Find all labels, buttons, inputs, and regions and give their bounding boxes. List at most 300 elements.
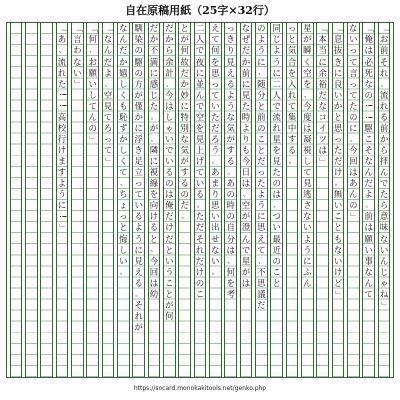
manuscript-char: ! [57, 93, 68, 97]
manuscript-char: っ [226, 23, 235, 34]
manuscript-char: い [379, 244, 389, 255]
manuscript-char: の [257, 23, 266, 34]
manuscript-char: に [241, 78, 251, 89]
manuscript-char: な [333, 244, 343, 255]
manuscript-char: 分 [257, 89, 266, 100]
manuscript-char: 凝 [303, 133, 312, 144]
manuscript-char: 、 [380, 79, 388, 88]
manuscript-char: ん [119, 34, 128, 45]
manuscript-char: は [272, 189, 281, 200]
manuscript-char: 」 [57, 223, 68, 232]
manuscript-char: て [134, 189, 143, 200]
manuscript-char: ょ [119, 200, 128, 211]
manuscript-char: 立 [134, 167, 143, 178]
manuscript-char: 悔 [119, 233, 128, 244]
manuscript-char: だ [119, 45, 128, 56]
manuscript-char: な [379, 233, 389, 244]
manuscript-char: け [195, 266, 205, 277]
manuscript-char: て [287, 100, 297, 111]
manuscript-char: い [333, 200, 343, 211]
manuscript-char: 思 [257, 222, 266, 233]
manuscript-char: お [379, 34, 389, 45]
manuscript-column [362, 23, 375, 377]
manuscript-char: 二 [195, 23, 205, 34]
manuscript-char: よ [226, 89, 235, 100]
manuscript-char: 流 [272, 111, 281, 122]
manuscript-char: よ [103, 67, 113, 78]
manuscript-char: な [364, 78, 373, 89]
manuscript-char: か [180, 78, 189, 89]
manuscript-char: 行 [57, 133, 67, 144]
manuscript-char: す [57, 167, 67, 178]
manuscript-char: 前 [257, 111, 266, 122]
manuscript-char: い [165, 156, 174, 167]
manuscript-char: 何 [88, 34, 97, 45]
manuscript-char: 度 [303, 111, 312, 122]
manuscript-char: ら [379, 200, 389, 211]
manuscript-char: と [257, 100, 266, 111]
manuscript-char: そ [379, 56, 389, 67]
manuscript-char: な [103, 34, 113, 45]
manuscript-char: 時 [226, 200, 235, 211]
manuscript-column [71, 23, 84, 377]
manuscript-char: ! [363, 104, 374, 108]
manuscript-column [332, 23, 345, 377]
manuscript-char: 上 [195, 145, 205, 156]
manuscript-char: だ [180, 200, 189, 211]
manuscript-char: 見 [241, 89, 251, 100]
manuscript-column [10, 23, 23, 377]
manuscript-char: ま [211, 178, 220, 189]
manuscript-char: た [149, 100, 159, 111]
manuscript-column [56, 23, 69, 377]
manuscript-char: よ [257, 34, 266, 45]
manuscript-char: 裕 [318, 78, 327, 89]
manuscript-char: ろ [211, 133, 220, 144]
manuscript-char: っ [349, 78, 358, 89]
manuscript-char: が [134, 322, 143, 333]
manuscript-char: 出 [211, 222, 220, 233]
manuscript-char: 意 [379, 211, 389, 222]
manuscript-char: 」 [333, 289, 344, 299]
manuscript-char: で [379, 178, 389, 189]
manuscript-char: つ [272, 211, 281, 222]
manuscript-char: ず [119, 122, 128, 133]
manuscript-char: て [103, 111, 113, 122]
manuscript-char: 「 [363, 24, 374, 33]
manuscript-char: 。 [196, 201, 204, 210]
manuscript-char: 空 [195, 111, 205, 122]
manuscript-char: な [364, 266, 373, 277]
manuscript-char: 当 [318, 45, 327, 56]
manuscript-char: が [303, 34, 312, 45]
manuscript-char: な [241, 23, 251, 34]
manuscript-char: に [349, 122, 358, 133]
manuscript-char: て [257, 244, 266, 255]
manuscript-char: う [303, 244, 312, 255]
manuscript-char: だ [257, 299, 266, 310]
manuscript-char: 。 [227, 168, 234, 177]
manuscript-char: と [149, 233, 159, 244]
manuscript-char: を [195, 122, 205, 133]
manuscript-char: け [333, 266, 343, 277]
manuscript-char: よ [241, 122, 251, 133]
manuscript-char: ら [165, 45, 174, 56]
manuscript-char: に [318, 56, 327, 67]
manuscript-char: こ [257, 133, 266, 144]
manuscript-char: ん [379, 255, 389, 266]
manuscript-char: が [149, 122, 159, 133]
manuscript-char: 同 [272, 23, 281, 34]
manuscript-char: あ [211, 167, 220, 178]
manuscript-char: 言 [349, 67, 358, 78]
manuscript-char: の [134, 67, 143, 78]
manuscript-char: そ [195, 233, 205, 244]
manuscript-char: ん [364, 277, 373, 288]
manuscript-char: も [119, 100, 128, 111]
manuscript-char: 。 [120, 267, 127, 276]
manuscript-char: 」 [72, 79, 83, 89]
manuscript-char: う [226, 100, 235, 111]
manuscript-char: け [333, 167, 343, 178]
manuscript-char: る [149, 222, 159, 233]
manuscript-char: に [257, 211, 266, 222]
manuscript-char: 「 [317, 24, 328, 33]
manuscript-char: ふ [303, 266, 312, 277]
manuscript-char: そ [134, 299, 143, 310]
manuscript-char: ん [349, 189, 358, 200]
manuscript-char: な [303, 211, 312, 222]
manuscript-char: っ [349, 45, 358, 56]
manuscript-char: て [119, 167, 128, 178]
manuscript-char: で [195, 100, 205, 111]
manuscript-char: 澄 [241, 222, 251, 233]
manuscript-char: 「 [57, 24, 68, 33]
manuscript-char: な [119, 23, 128, 34]
manuscript-char: 」 [348, 212, 359, 221]
manuscript-char: な [211, 244, 220, 255]
manuscript-char: 視 [149, 167, 159, 178]
manuscript-char: 近 [272, 244, 281, 255]
manuscript-char: 無 [333, 189, 343, 200]
manuscript-char: は [165, 100, 174, 111]
manuscript-char: ツ [318, 133, 327, 144]
manuscript-char: 。 [365, 201, 372, 210]
manuscript-column [209, 23, 222, 377]
manuscript-char: 嬉 [119, 67, 128, 78]
manuscript-char: 何 [165, 310, 174, 321]
manuscript-char: 不 [149, 45, 159, 56]
manuscript-char: 回 [349, 156, 358, 167]
manuscript-char: が [180, 156, 189, 167]
manuscript-char: い [333, 255, 343, 266]
manuscript-char: る [180, 178, 189, 189]
manuscript-char: そ [364, 145, 373, 156]
manuscript-char: 気 [180, 145, 189, 156]
manuscript-char: は [318, 145, 327, 156]
manuscript-char: い [165, 255, 174, 266]
manuscript-char: ん [195, 89, 205, 100]
manuscript-char: 死 [364, 67, 373, 78]
manuscript-char: 願 [364, 233, 373, 244]
manuscript-char: か [119, 133, 128, 144]
manuscript-char: 、 [58, 46, 66, 55]
manuscript-char: の [257, 122, 266, 133]
manuscript-char: 。 [212, 156, 219, 165]
manuscript-char: か [149, 34, 159, 45]
manuscript-column [316, 23, 329, 377]
manuscript-char: も [333, 233, 343, 244]
manuscript-char: っ [287, 23, 297, 34]
manuscript-char: 「 [333, 24, 344, 33]
manuscript-char: け [149, 211, 159, 222]
manuscript-char: 思 [333, 122, 343, 133]
manuscript-char: 」 [379, 300, 390, 310]
manuscript-char: し [165, 111, 174, 122]
manuscript-char: う [257, 45, 266, 56]
manuscript-char: ゃ [379, 277, 389, 288]
manuscript-char: 星 [272, 133, 281, 144]
manuscript-char: ん [241, 233, 251, 244]
manuscript-char: 足 [134, 156, 143, 167]
manuscript-char: さ [303, 200, 312, 211]
manuscript-char: 今 [149, 255, 159, 266]
manuscript-char: た [272, 167, 281, 178]
manuscript-char: に [134, 244, 143, 255]
manuscript-char: は [241, 178, 251, 189]
manuscript-char: れ [379, 67, 389, 78]
manuscript-char: が [226, 133, 235, 144]
manuscript-char: 妙 [180, 89, 189, 100]
manuscript-char: と [333, 111, 343, 122]
manuscript-char: の [364, 89, 373, 100]
manuscript-column [163, 23, 176, 377]
manuscript-char: 何 [211, 45, 220, 56]
manuscript-char: だ [165, 233, 174, 244]
manuscript-char: っ [134, 178, 143, 189]
manuscript-char: り [226, 45, 235, 56]
manuscript-char: た [241, 100, 251, 111]
manuscript-char: だ [103, 56, 113, 67]
manuscript-char: 星 [241, 255, 251, 266]
manuscript-char: は [364, 222, 373, 233]
manuscript-char: ゃ [165, 122, 174, 133]
manuscript-char: す [287, 133, 297, 144]
manuscript-char: 、 [89, 46, 96, 55]
manuscript-column [270, 23, 283, 377]
manuscript-char: 別 [180, 122, 189, 133]
manuscript-char: 見 [195, 133, 205, 144]
manuscript-char: 最 [272, 233, 281, 244]
manuscript-char: が [134, 89, 143, 100]
manuscript-char: は [241, 277, 251, 288]
manuscript-char: の [272, 178, 281, 189]
manuscript-char: に [303, 255, 312, 266]
manuscript-char: い [333, 89, 343, 100]
manuscript-char: く [119, 156, 128, 167]
manuscript-char: 余 [165, 56, 174, 67]
manuscript-char: 、 [150, 134, 158, 143]
manuscript-char: き [226, 34, 235, 45]
manuscript-char: 議 [257, 288, 266, 299]
manuscript-char: は [149, 277, 159, 288]
manuscript-char: だ [165, 23, 174, 34]
manuscript-char: た [349, 100, 358, 111]
manuscript-column [86, 23, 99, 377]
manuscript-char: は [165, 189, 174, 200]
manuscript-char: 思 [211, 200, 220, 211]
manuscript-char: か [379, 133, 389, 144]
manuscript-char: い [165, 133, 174, 144]
manuscript-char: 流 [57, 56, 67, 67]
manuscript-char: 。 [288, 156, 296, 165]
manuscript-char: 、 [166, 79, 173, 88]
manuscript-char: か [165, 34, 174, 45]
manuscript-char: れ [134, 310, 143, 321]
manuscript-char: て [211, 89, 220, 100]
manuscript-char: 僅 [134, 100, 143, 111]
manuscript-char: 空 [303, 67, 312, 78]
manuscript-char: て [303, 167, 312, 178]
manuscript-char: じ [272, 34, 281, 45]
manuscript-char: 思 [211, 67, 220, 78]
manuscript-char: け [57, 145, 67, 156]
manuscript-char: 分 [226, 233, 235, 244]
manuscript-char: 良 [333, 78, 343, 89]
manuscript-char: こ [195, 288, 205, 299]
manuscript-char: 自 [226, 222, 235, 233]
manuscript-char: い [211, 100, 220, 111]
manuscript-char: い [211, 255, 220, 266]
manuscript-column [148, 23, 161, 377]
manuscript-column [286, 23, 299, 377]
manuscript-char: 」 [87, 134, 98, 144]
manuscript-column [178, 23, 191, 377]
manuscript-char: り [241, 133, 251, 144]
manuscript-char: る [134, 211, 143, 222]
manuscript-char: い [88, 78, 97, 89]
manuscript-char: て [364, 288, 373, 299]
manuscript-char: す [226, 145, 235, 156]
manuscript-char: え [257, 233, 266, 244]
manuscript-char: お [88, 56, 97, 67]
manuscript-char: を [211, 56, 220, 67]
manuscript-char: 「 [379, 24, 390, 33]
manuscript-char: の [88, 122, 97, 133]
manuscript-char: 。 [181, 212, 188, 221]
manuscript-char: っ [211, 78, 220, 89]
manuscript-char: よ [257, 189, 266, 200]
manuscript-char: 感 [149, 78, 159, 89]
manuscript-char: が [165, 299, 174, 310]
manuscript-char: で [165, 145, 174, 156]
manuscript-char: 馴 [134, 23, 143, 34]
manuscript-char: 今 [165, 89, 174, 100]
manuscript-char: ろ [103, 122, 113, 133]
manuscript-char: な [73, 56, 82, 67]
manuscript-char: う [134, 233, 143, 244]
manuscript-char: だ [165, 211, 174, 222]
manuscript-char: る [226, 78, 235, 89]
manuscript-char: あ [349, 178, 358, 189]
manuscript-char: な [364, 156, 373, 167]
manuscript-column [25, 23, 38, 377]
manuscript-char: れ [57, 67, 67, 78]
manuscript-char: 考 [226, 288, 235, 299]
manuscript-char: 校 [57, 122, 67, 133]
manuscript-char: よ [364, 189, 373, 200]
manuscript-char: 気 [287, 45, 297, 56]
manuscript-char: え [211, 23, 220, 34]
manuscript-char: る [226, 156, 235, 167]
manuscript-char: え [134, 266, 143, 277]
manuscript-char: う [272, 56, 281, 67]
manuscript-char: で [195, 45, 205, 56]
manuscript-char: だ [257, 156, 266, 167]
manuscript-char: と [119, 222, 128, 233]
manuscript-char: 人 [195, 34, 205, 45]
manuscript-char: せ [211, 233, 220, 244]
manuscript-char: 余 [318, 67, 327, 78]
manuscript-char: ね [379, 288, 389, 299]
manuscript-char: な [318, 100, 327, 111]
manuscript-char: 駆 [134, 56, 143, 67]
manuscript-char: た [195, 211, 205, 222]
manuscript-char: た [57, 78, 67, 89]
manuscript-char: を [226, 277, 235, 288]
manuscript-char: 見 [303, 178, 312, 189]
manuscript-char: を [272, 145, 281, 156]
manuscript-char: も [241, 145, 251, 156]
manuscript-char: の [272, 255, 281, 266]
manuscript-char: じ [379, 266, 389, 277]
manuscript-char: し [303, 156, 312, 167]
manuscript-char: 拝 [379, 156, 389, 167]
manuscript-char: ん [364, 167, 373, 178]
manuscript-char: 浮 [134, 133, 143, 144]
manuscript-char: 流 [379, 89, 389, 100]
manuscript-char: 「 [72, 24, 83, 33]
manuscript-char: ん [103, 45, 113, 56]
manuscript-char: 今 [349, 145, 358, 156]
manuscript-char: 俺 [165, 200, 174, 211]
manuscript-char: 並 [195, 78, 205, 89]
manuscript-char: と [333, 222, 343, 233]
manuscript-char: と [257, 145, 266, 156]
manuscript-char: 見 [226, 56, 235, 67]
manuscript-char: 故 [180, 56, 189, 67]
manuscript-char: 抜 [333, 45, 343, 56]
manuscript-column [255, 23, 268, 377]
manuscript-char: は [303, 122, 312, 133]
manuscript-grid [6, 22, 394, 378]
manuscript-char: 、 [120, 179, 127, 188]
manuscript-char: 染 [134, 34, 143, 45]
manuscript-char: 時 [241, 111, 251, 122]
manuscript-char: い [364, 244, 373, 255]
manuscript-char: ぜ [241, 34, 251, 45]
manuscript-char: を [149, 189, 159, 200]
manuscript-char: き [134, 145, 143, 156]
manuscript-char: 。 [350, 134, 357, 143]
manuscript-char: の [134, 45, 143, 56]
manuscript-char: 合 [287, 56, 297, 67]
manuscript-char: 回 [149, 266, 159, 277]
manuscript-char: と [287, 34, 297, 45]
manuscript-char: の [180, 189, 189, 200]
manuscript-char: は [226, 244, 235, 255]
manuscript-char: 思 [257, 277, 266, 288]
